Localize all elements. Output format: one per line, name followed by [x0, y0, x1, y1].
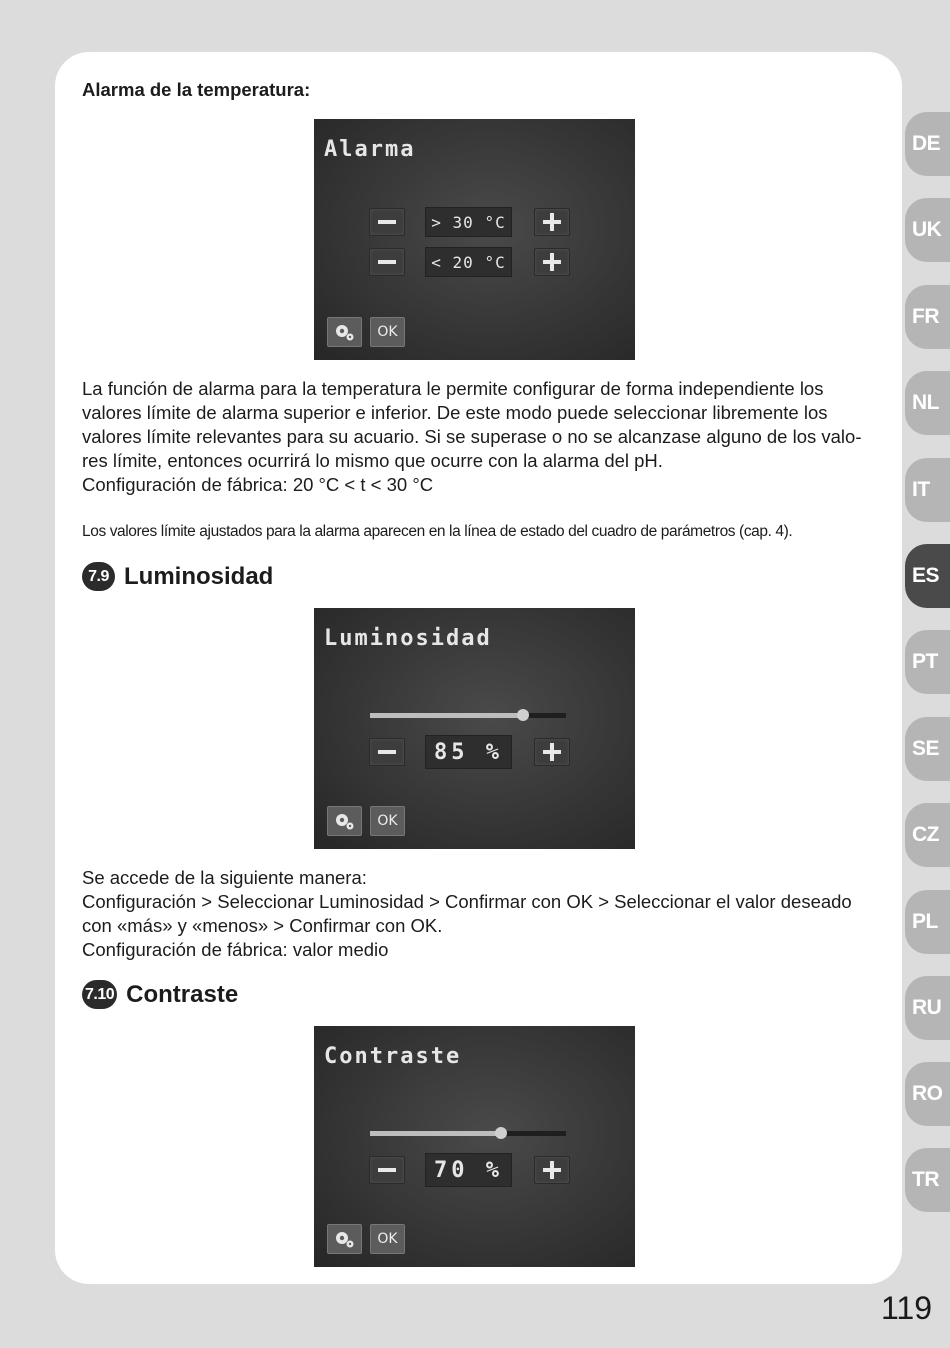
upper-plus-button[interactable]	[534, 208, 570, 236]
tab-pt[interactable]: PT	[905, 630, 950, 694]
tab-tr[interactable]: TR	[905, 1148, 950, 1212]
plus-button[interactable]	[534, 738, 570, 766]
ok-button[interactable]: OK	[370, 806, 405, 836]
upper-limit-value: > 30 °C	[425, 207, 512, 237]
brightness-screen-title: Luminosidad	[324, 626, 492, 651]
tab-se[interactable]: SE	[905, 717, 950, 781]
tab-fr[interactable]: FR	[905, 285, 950, 349]
lower-minus-button[interactable]	[369, 248, 405, 276]
minus-icon	[378, 260, 396, 264]
upper-minus-button[interactable]	[369, 208, 405, 236]
brightness-value: 85 %	[425, 735, 512, 769]
lower-limit-value: < 20 °C	[425, 247, 512, 277]
gear-icon	[333, 321, 355, 343]
slider-knob[interactable]	[495, 1127, 507, 1139]
slider-fill	[370, 713, 523, 718]
settings-button[interactable]	[327, 806, 362, 836]
minus-icon	[378, 750, 396, 754]
contrast-screen	[314, 1026, 635, 1267]
gear-icon	[333, 1228, 355, 1250]
section-title: Luminosidad	[124, 562, 274, 590]
settings-button[interactable]	[327, 1224, 362, 1254]
brightness-paragraph: Se accede de la siguiente manera: Configuración > Seleccionar Luminosidad > Confirmar con OK > Seleccionar el valor deseado con «más» y «menos» > Confirmar con OK. Configuración de fábrica: valor medio	[82, 867, 852, 960]
ok-button[interactable]: OK	[370, 1224, 405, 1254]
alarm-screen-title: Alarma	[324, 137, 416, 162]
brightness-heading	[82, 562, 273, 591]
alarm-note: Los valores límite ajustados para la alarma aparecen en la línea de estado del cuadro de parámetros (cap. 4).	[82, 523, 793, 540]
brightness-slider[interactable]	[370, 713, 566, 718]
tab-ro[interactable]: RO	[905, 1062, 950, 1126]
gear-icon	[333, 810, 355, 832]
plus-button[interactable]	[534, 1156, 570, 1184]
contrast-screen-title: Contraste	[324, 1044, 462, 1069]
tab-pl[interactable]: PL	[905, 890, 950, 954]
section-number-badge: 7.10	[82, 980, 117, 1009]
settings-button[interactable]	[327, 317, 362, 347]
minus-icon	[378, 1168, 396, 1172]
contrast-heading	[82, 980, 238, 1009]
contrast-value: 70 %	[425, 1153, 512, 1187]
tab-ru[interactable]: RU	[905, 976, 950, 1040]
section-number-badge: 7.9	[82, 562, 115, 591]
tab-uk[interactable]: UK	[905, 198, 950, 262]
contrast-slider[interactable]	[370, 1131, 566, 1136]
slider-knob[interactable]	[517, 709, 529, 721]
minus-icon	[378, 220, 396, 224]
section-title: Contraste	[126, 980, 239, 1008]
tab-nl[interactable]: NL	[905, 371, 950, 435]
tab-de[interactable]: DE	[905, 112, 950, 176]
ok-button[interactable]: OK	[370, 317, 405, 347]
tab-it[interactable]: IT	[905, 458, 950, 522]
tab-es[interactable]: ES	[905, 544, 950, 608]
brightness-screen	[314, 608, 635, 849]
minus-button[interactable]	[369, 738, 405, 766]
lower-plus-button[interactable]	[534, 248, 570, 276]
tab-cz[interactable]: CZ	[905, 803, 950, 867]
slider-fill	[370, 1131, 501, 1136]
minus-button[interactable]	[369, 1156, 405, 1184]
alarm-paragraph: La función de alarma para la temperatura le permite configurar de forma independiente los valores límite de alarma superior e inferior. De este modo puede seleccionar libremente los valores límite relevantes para su acuario. Si se superase o no se alcanzase alguno de los valo- res límite, entonces ocurrirá lo mismo que ocurre con la alarma del pH. Configuración de fábrica: 20 °C < t < 30 °C	[82, 378, 862, 495]
page-number: 119	[880, 1290, 932, 1326]
alarm-section-label: Alarma de la temperatura:	[82, 79, 311, 100]
alarm-screen	[314, 119, 635, 360]
